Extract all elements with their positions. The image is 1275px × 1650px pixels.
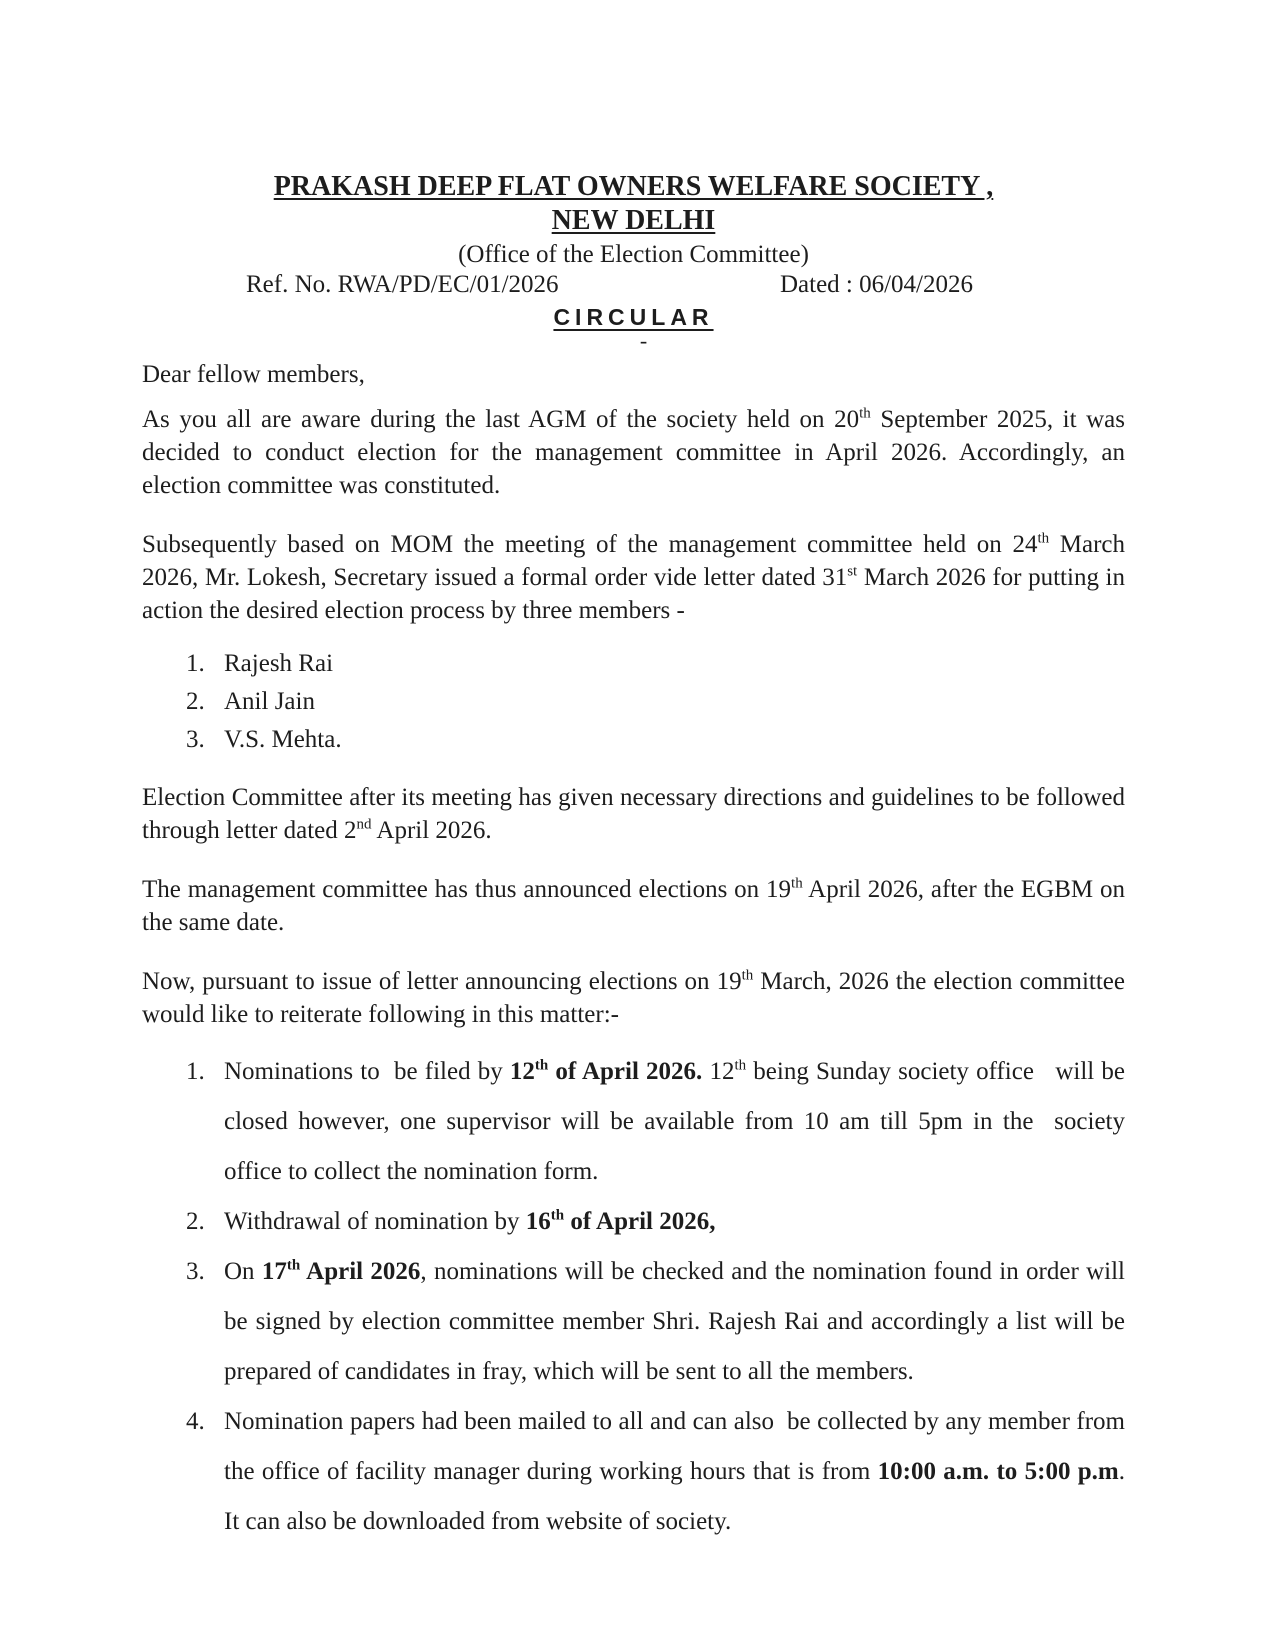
text-segment: Subsequently based on MOM the meeting of the management committee held on 24 [142,531,1038,558]
text-segment: th [286,1257,301,1274]
text-segment: Election Committee after its meeting has given necessary directions and guidelines to be followed through letter dated 2 [142,784,1132,844]
text-segment: April 2026 [300,1258,421,1285]
circular-heading [142,302,1125,332]
points-list [142,1047,1132,1547]
text-segment: 16 [525,1208,551,1235]
paragraph-mom-order [142,528,1132,627]
text-segment: Now, pursuant to issue of letter announcing elections on 19 [142,968,742,995]
point-scrutiny [224,1247,1132,1397]
text-segment: September 2025, it was decided to conduct election for the management committee in April 2026. Accordingly, an election committee was constituted. [142,406,1132,499]
text-segment: th [734,1057,747,1074]
text-segment: 12 [509,1058,535,1085]
text-segment: . It can also be downloaded from website of society. [224,1458,1132,1535]
text-segment: , nominations will be checked and the nomination found in order will be signed by election committee member Shri. Rajesh Rai and accordingly a list will be prepared of candidates in fray, which will be sent to all the members. [224,1258,1132,1385]
committee-member-item: V.S. Mehta. [224,726,342,753]
paragraph-election-announcement [142,873,1132,939]
ref-number: Ref. No. RWA/PD/EC/01/2026 [246,271,559,298]
ref-date-row [142,270,1125,300]
text-segment: of April 2026. [548,1058,703,1085]
circular-heading-text: CIRCULAR [553,304,714,330]
text-segment: The management committee has thus announced elections on 19 [142,876,792,903]
letterhead [142,170,1125,353]
text-segment: st [847,563,858,580]
text-segment: Withdrawal of nomination by [224,1208,526,1235]
text-segment: th [534,1057,549,1074]
text-segment: Nomination papers had been mailed to all and can also be collected by any member from the office of facility manager during working hours that is from [224,1408,1132,1485]
text-segment: April 2026. [371,817,492,844]
salutation: Dear fellow members, [142,361,365,388]
point-nomination-filing [224,1047,1132,1197]
committee-member-item: Anil Jain [224,688,315,715]
text-segment: th [859,405,871,422]
text-segment: th [550,1207,565,1224]
paragraph-reiterate-intro [142,965,1132,1031]
point-nomination-papers [224,1397,1132,1547]
text-segment: 12 [702,1058,735,1085]
text-segment: nd [356,816,372,833]
point-withdrawal [224,1197,1125,1247]
text-segment: of April 2026, [564,1208,716,1235]
org-name: PRAKASH DEEP FLAT OWNERS WELFARE SOCIETY , [273,171,994,202]
committee-members-list [142,645,1125,759]
text-segment: As you all are aware during the last AGM of the society held on 20 [142,406,860,433]
stray-dash: - [639,328,648,353]
text-segment: being Sunday society office will be closed however, one supervisor will be available from 10 am till 5pm in the society office to collect the nomination form. [224,1058,1132,1185]
paragraph-agm-decision [142,403,1132,502]
date-label: Dated : 06/04/2026 [779,271,973,298]
text-segment: March 2026, Mr. Lokesh, Secretary issued a formal order vide letter dated 31 [142,531,1132,591]
text-segment: 17 [261,1258,287,1285]
text-segment: th [1037,530,1050,547]
committee-member-item: Rajesh Rai [224,650,334,677]
text-segment: March, 2026 the election committee would like to reiterate following in this matter:- [142,968,1132,1028]
text-segment: th [741,967,754,984]
text-segment: 10:00 a.m. to 5:00 p.m [877,1458,1119,1485]
text-segment: March 2026 for putting in action the desired election process by three members - [142,564,1132,624]
paragraph-guidelines [142,781,1132,847]
text-segment: th [791,875,803,892]
text-segment: Nominations to be filed by [224,1058,510,1085]
office-line: (Office of the Election Committee) [458,241,809,268]
org-city: NEW DELHI [551,205,716,236]
text-segment: April 2026, after the EGBM on the same date. [142,876,1132,936]
text-segment: On [224,1258,262,1285]
